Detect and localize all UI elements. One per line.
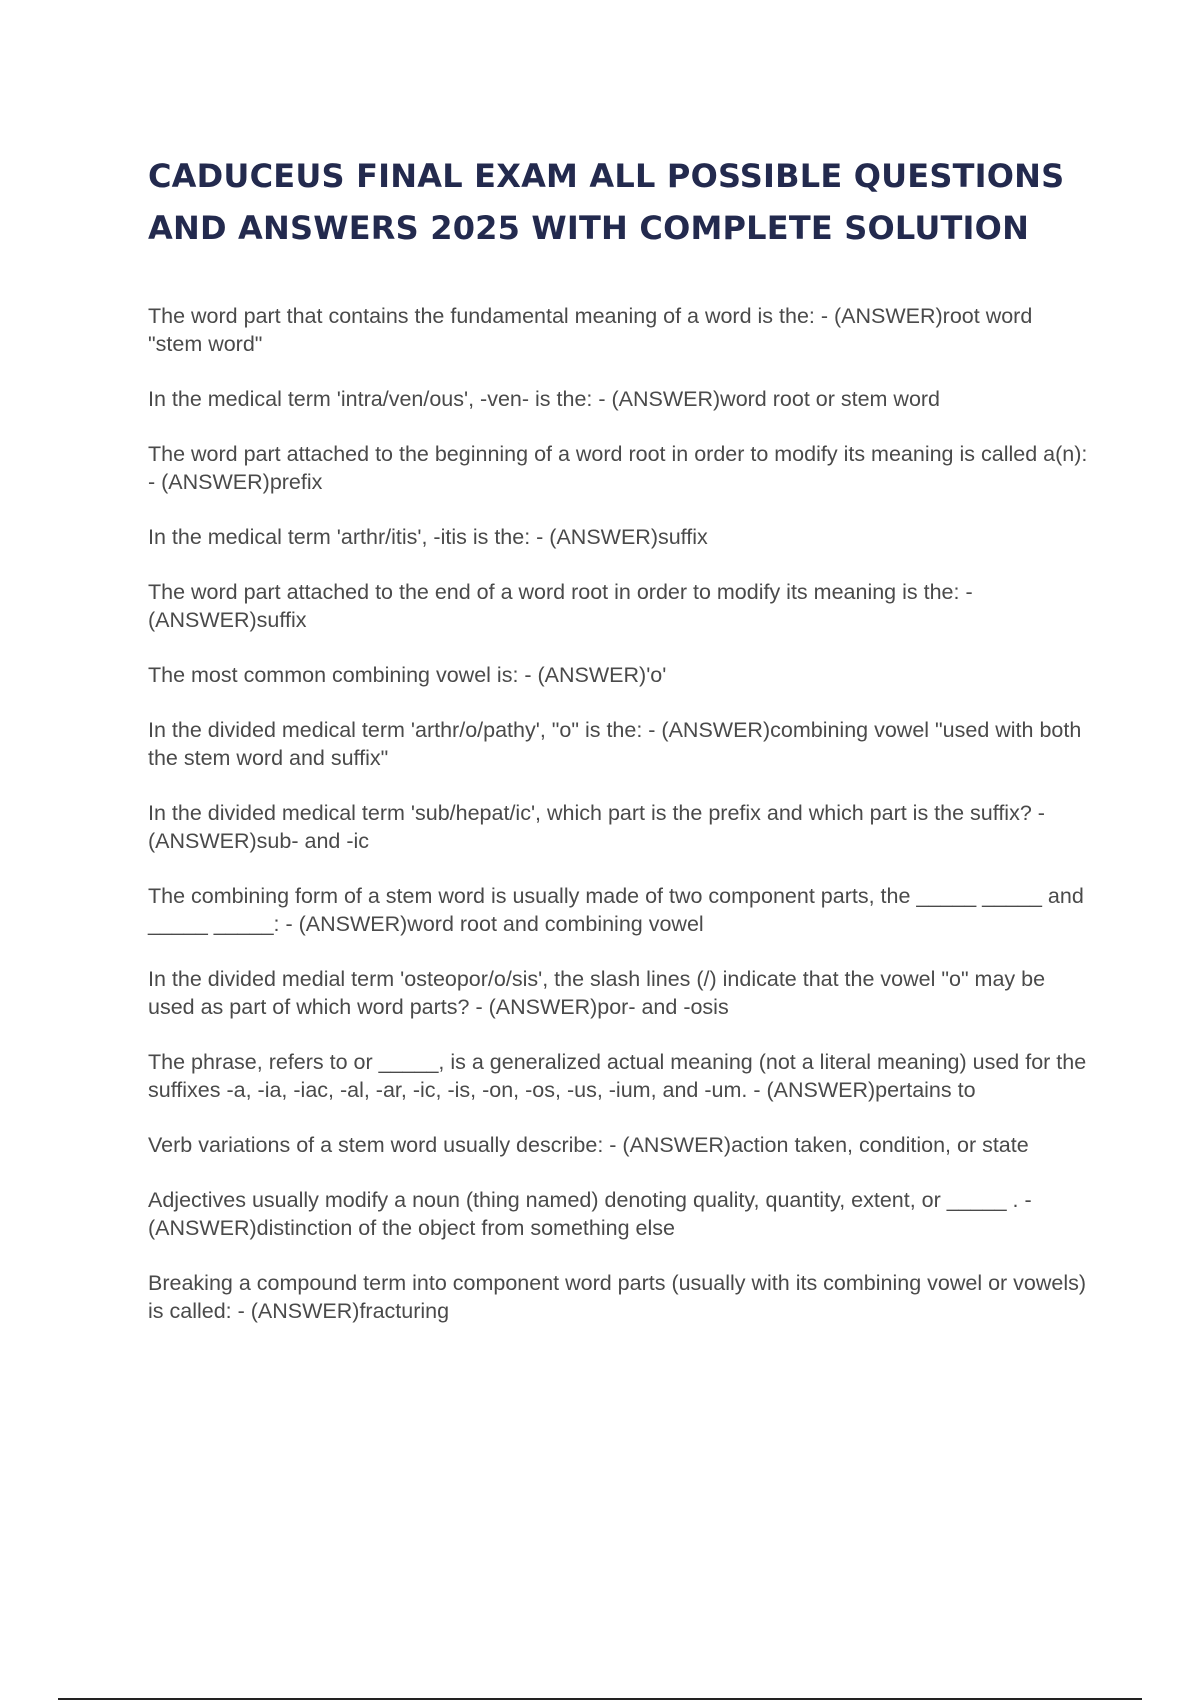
qa-item: Verb variations of a stem word usually describe: - (ANSWER)action taken, condition, or state	[148, 1133, 1029, 1157]
page-title: CADUCEUS FINAL EXAM ALL POSSIBLE QUESTIONS AND ANSWERS 2025 WITH COMPLETE SOLUTION	[148, 157, 1065, 247]
qa-list	[148, 302, 1088, 1352]
qa-item: The word part attached to the end of a word root in order to modify its meaning is the: - (ANSWER)suffix	[148, 580, 973, 632]
qa-item: The combining form of a stem word is usually made of two component parts, the _____ _____ and _____ _____: - (ANSWER)word root and combining vowel	[148, 884, 1084, 936]
qa-item: In the medical term 'arthr/itis', -itis is the: - (ANSWER)suffix	[148, 525, 708, 549]
qa-item: The word part that contains the fundamental meaning of a word is the: - (ANSWER)root word "stem word"	[148, 304, 1033, 356]
qa-item: In the divided medial term 'osteopor/o/sis', the slash lines (/) indicate that the vowel "o" may be used as part of which word parts? - (ANSWER)por- and -osis	[148, 967, 1046, 1019]
qa-item: The word part attached to the beginning of a word root in order to modify its meaning is called a(n): - (ANSWER)prefix	[148, 442, 1088, 494]
qa-item: Breaking a compound term into component word parts (usually with its combining vowel or vowels) is called: - (ANSWER)fracturing	[148, 1271, 1087, 1323]
qa-item: In the medical term 'intra/ven/ous', -ven- is the: - (ANSWER)word root or stem word	[148, 387, 941, 411]
qa-item: In the divided medical term 'arthr/o/pathy', "o" is the: - (ANSWER)combining vowel "used with both the stem word and suffix"	[148, 718, 1082, 770]
qa-item: The phrase, refers to or _____, is a generalized actual meaning (not a literal meaning) used for the suffixes -a, -ia, -iac, -al, -ar, -ic, -is, -on, -os, -us, -ium, and -um. - (ANSWER)pertains to	[148, 1050, 1087, 1102]
qa-item: In the divided medical term 'sub/hepat/ic', which part is the prefix and which part is the suffix? - (ANSWER)sub- and -ic	[148, 801, 1045, 853]
qa-item: The most common combining vowel is: - (ANSWER)'o'	[148, 663, 667, 687]
qa-item: Adjectives usually modify a noun (thing named) denoting quality, quantity, extent, or _____ . - (ANSWER)distinction of the object from something else	[148, 1188, 1032, 1240]
